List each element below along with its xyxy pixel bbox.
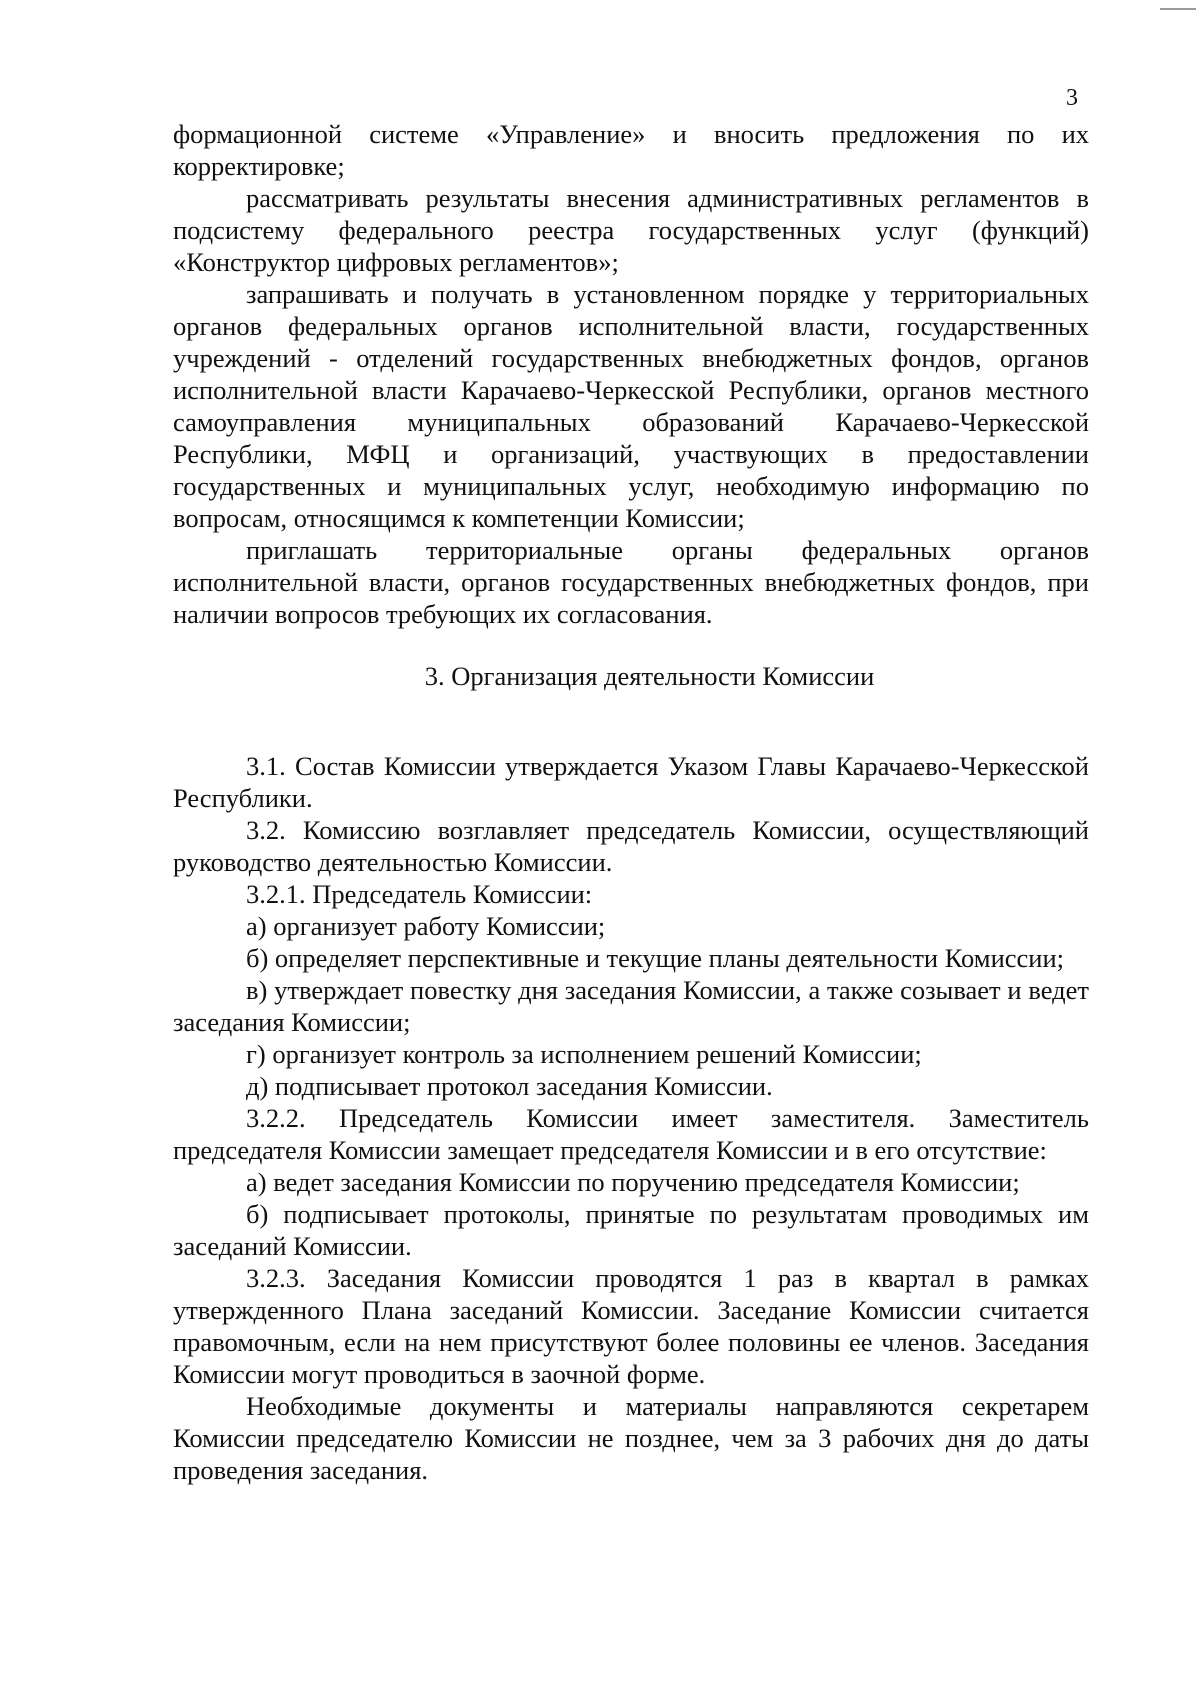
paragraph-invite-bodies: приглашать территориальные органы федеральных органов исполнительной власти, органов государственных внебюджетных фондов, при наличии вопросов требующих их согласования. <box>173 535 1089 629</box>
list-item-d: д) подписывает протокол заседания Комиссии. <box>246 1071 773 1101</box>
scan-corner-mark <box>1160 8 1196 10</box>
deputy-item-a: а) ведет заседания Комиссии по поручению председателя Комиссии; <box>246 1167 1020 1197</box>
paragraph-3-2: 3.2. Комиссию возглавляет председатель Комиссии, осуществляющий руководство деятельностью Комиссии. <box>173 815 1089 877</box>
paragraph-3-2-3: 3.2.3. Заседания Комиссии проводятся 1 раз в квартал в рамках утвержденного Плана заседаний Комиссии. Заседание Комиссии считается правомочным, если на нем присутствуют более половины ее членов. Заседания Комиссии могут проводиться в заочной форме. <box>173 1263 1089 1389</box>
page-number: 3 <box>1066 85 1078 111</box>
paragraph-3-1: 3.1. Состав Комиссии утверждается Указом Главы Карачаево-Черкесской Республики. <box>173 751 1089 813</box>
list-item-b: б) определяет перспективные и текущие планы деятельности Комиссии; <box>246 943 1065 973</box>
list-item-a: а) организует работу Комиссии; <box>246 911 606 941</box>
paragraph-continuation: формационной системе «Управление» и вносить предложения по их корректировке; <box>173 119 1089 181</box>
list-item-v: в) утверждает повестку дня заседания Комиссии, а также созывает и ведет заседания Комиссии; <box>173 975 1089 1037</box>
paragraph-documents: Необходимые документы и материалы направляются секретарем Комиссии председателю Комиссии не позднее, чем за 3 рабочих дня до даты проведения заседания. <box>173 1391 1089 1485</box>
list-item-g: г) организует контроль за исполнением решений Комиссии; <box>246 1039 922 1069</box>
section-heading: 3. Организация деятельности Комиссии <box>424 661 875 691</box>
paragraph-review-regulations: рассматривать результаты внесения административных регламентов в подсистему федерального реестра государственных услуг (функций) «Конструктор цифровых регламентов»; <box>173 183 1089 277</box>
document-body <box>173 118 1089 1486</box>
paragraph-3-2-1: 3.2.1. Председатель Комиссии: <box>246 879 593 909</box>
paragraph-request-information: запрашивать и получать в установленном порядке у территориальных органов федеральных органов исполнительной власти, государственных учреждений - отделений государственных внебюджетных фондов, органов исполнительной власти Карачаево-Черкесской Республики, органов местного самоуправления муниципальных образований Карачаево-Черкесской Республики, МФЦ и организаций, участвующих в предоставлении государственных и муниципальных услуг, необходимую информацию по вопросам, относящимся к компетенции Комиссии; <box>173 279 1089 533</box>
deputy-item-b: б) подписывает протоколы, принятые по результатам проводимых им заседаний Комиссии. <box>173 1199 1089 1261</box>
paragraph-3-2-2: 3.2.2. Председатель Комиссии имеет заместителя. Заместитель председателя Комиссии замещает председателя Комиссии и в его отсутствие: <box>173 1103 1089 1165</box>
